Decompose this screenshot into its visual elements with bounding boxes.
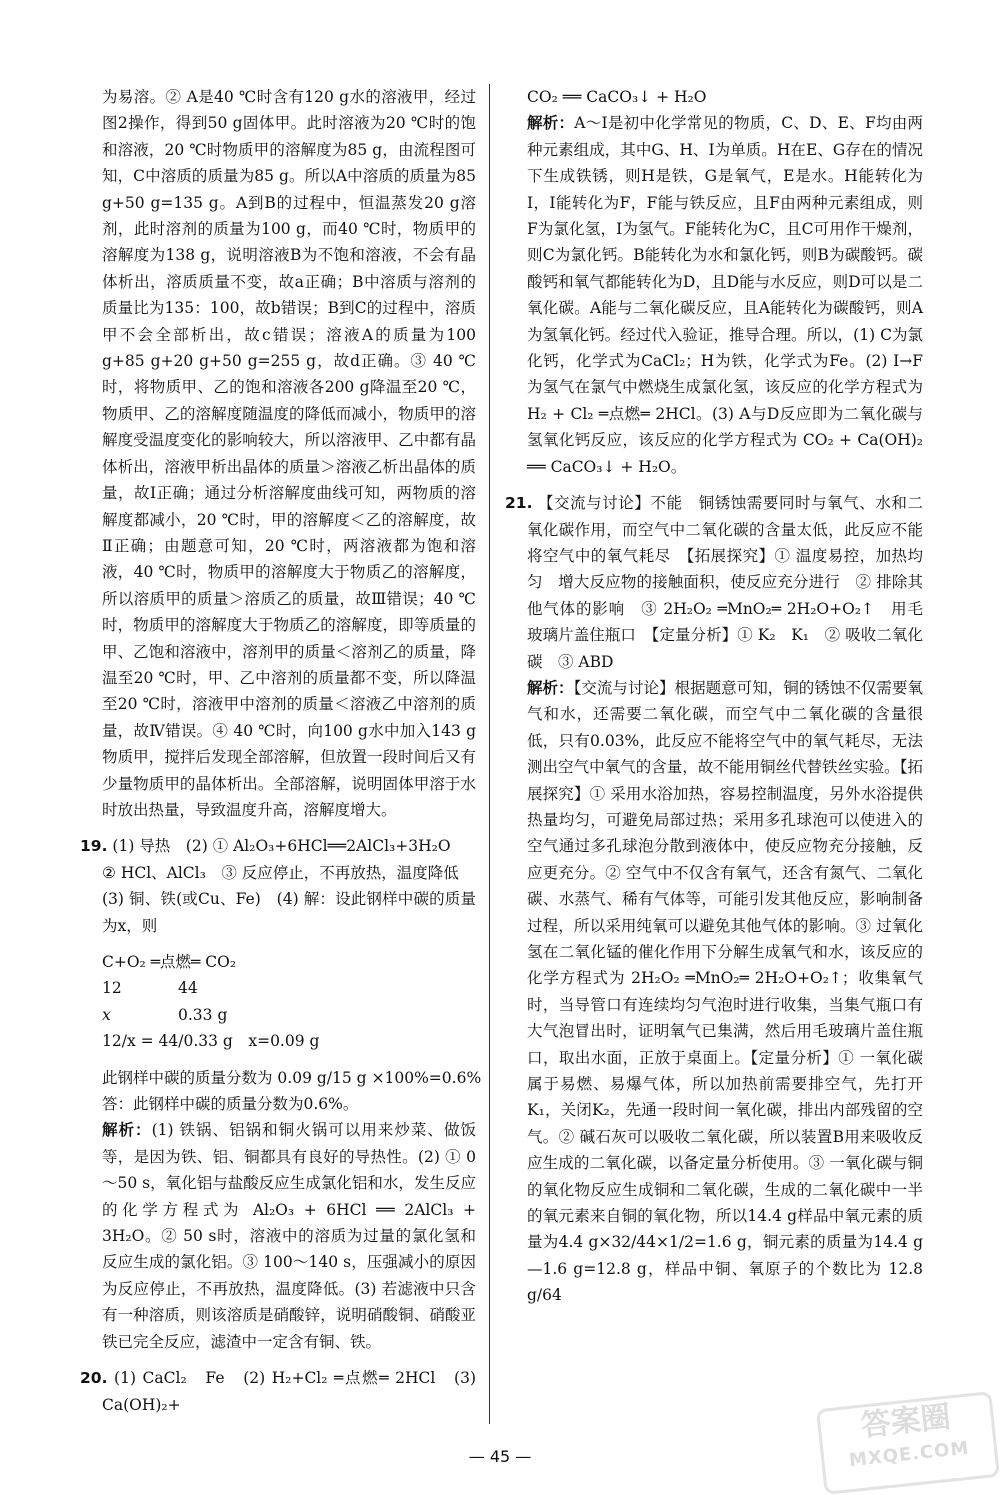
- q21-analysis-label: 解析：: [527, 677, 574, 697]
- column-divider: [489, 84, 490, 1424]
- q19-analysis-text: (1) 铁锅、铝锅和铜火锅可以用来炒菜、做饭等，是因为铁、铝、铜都具有良好的导热性。(2) ① 0～50 s，氧化铝与盐酸反应生成氯化铝和水，发生反应的化学方程式为 Al₂O₃ + 6HCl ══ 2AlCl₃ + 3H₂O。② 50 s时，溶液中的溶质为过量的氯化氢和反应生成的氯化铝。③ 100～140 s，压强减小的原因为反应停止，不再放热，温度降低。(3) 若滤液中只含有一种溶质，则该溶质是硝酸锌，说明硝酸铜、硝酸亚铁已完全反应，滤渣中一定含有铜、铁。: [102, 1121, 476, 1351]
- q19-answer-line-3: (3) 铜、铁(或Cu、Fe) (4) 解：设此钢样中碳的质量为x，则: [102, 890, 476, 935]
- q20-analysis: [505, 110, 923, 480]
- q21-answer: [505, 490, 923, 675]
- q19-analysis: [80, 1117, 476, 1355]
- q19-r1b: 44: [178, 979, 198, 998]
- q20-analysis-label: 解析：: [527, 113, 575, 133]
- q19-ratio-row-2: [80, 1002, 476, 1028]
- q19-proportion: 12/x = 44/0.33 g x=0.09 g: [102, 1032, 320, 1051]
- q21-number: 21.: [505, 494, 533, 513]
- q19-ratio-row-1: [80, 975, 476, 1001]
- page-number: — 45 —: [468, 1447, 532, 1466]
- q20-answer-1: (1) CaCl₂ Fe (2) H₂+Cl₂ ═点燃═ 2HCl (3) Ca(OH)₂+: [102, 1369, 476, 1414]
- q20-analysis-text: A～I是初中化学常见的物质，C、D、E、F均由两种元素组成，其中G、H、I为单质。H在E、G存在的情况下生成铁锈，则H是铁，G是氧气，E是水。H能转化为I，I能转化为F，F能与铁反应，且F由两种元素组成，则F为氯化氢，I为氢气。F能转化为C，且C可用作干燥剂，则C为氯化钙。B能转化为水和氯化钙，则B为碳酸钙。碳酸钙和氧气都能转化为D，且D能与水反应，则D可以是二氧化碳。A能与二氧化碳反应，且A能转化为碳酸钙，则A为氢氧化钙。经过代入验证，推导合理。所以，(1) C为氯化钙，化学式为CaCl₂；H为铁，化学式为Fe。(2) I→F为氢气在氯气中燃烧生成氯化氢，该反应的化学方程式为 H₂ + Cl₂ ═点燃═ 2HCl。(3) A与D反应即为二氧化碳与氢氧化钙反应，该反应的化学方程式为 CO₂ + Ca(OH)₂ ══ CaCO₃↓ + H₂O。: [527, 114, 923, 476]
- q19-analysis-label: 解析：: [102, 1120, 152, 1140]
- watermark-bottom: MXQE.COM: [848, 1437, 971, 1472]
- q20-answer-line-1: [80, 1365, 476, 1418]
- q19-answer-line-1: [80, 833, 476, 859]
- q19-equation: C+O₂ ═点燃═ CO₂: [102, 953, 237, 971]
- q19-answer-line-2: ② HCl、AlCl₃ ③ 反应停止，不再放热，温度降低: [102, 863, 459, 882]
- left-column: [80, 84, 482, 1418]
- q19-r1a: 12: [102, 979, 122, 998]
- q19-final-answer: 答：此钢样中碳的质量分数为0.6%。: [102, 1095, 359, 1114]
- q20-answer-continued: CO₂ ══ CaCO₃↓ + H₂O: [527, 88, 707, 106]
- q21-answer-text: 【交流与讨论】不能 铜锈蚀需要同时与氧气、水和二氧化碳作用，而空气中二氧化碳的含量太低，此反应不能将空气中的氧气耗尽 【拓展探究】① 温度易控，加热均匀 增大反应物的接触面积，使反应充分进行 ② 排除其他气体的影响 ③ 2H₂O₂ ═MnO₂═ 2H₂O+O₂↑ 用毛玻璃片盖住瓶口 【定量分析】① K₂ K₁ ② 吸收二氧化碳 ③ ABD: [527, 494, 923, 671]
- right-column: [505, 84, 923, 1309]
- q19-answer-1: (1) 导热 (2) ① Al₂O₃+6HCl══2AlCl₃+3H₂O: [112, 837, 451, 856]
- watermark-logo: [816, 1391, 1000, 1495]
- q21-analysis-text: 【交流与讨论】根据题意可知，铜的锈蚀不仅需要氧气和水，还需要二氧化碳，而空气中二氧化碳的含量很低，只有0.03%，此反应不能将空气中的氧气耗尽，无法测出空气中氧气的含量，故不能用铜丝代替铁丝实验。【拓展探究】① 采用水浴加热，容易控制温度，另外水浴提供热量均匀，可避免局部过热；采用多孔球泡可以使进入的空气通过多孔球泡分散到液体中，使反应物充分接触，反应更充分。② 空气中不仅含有氧气，还含有氮气、二氧化碳、水蒸气、稀有气体等，可能引发其他反应，影响制备过程，所以采用纯氧可以避免其他气体的影响。③ 过氧化氢在二氧化锰的催化作用下分解生成氧气和水，该反应的化学方程式为 2H₂O₂ ═MnO₂═ 2H₂O+O₂↑；收集氧气时，当导管口有连续均匀气泡时进行收集，当集气瓶口有大气泡冒出时，证明氧气已集满，然后用毛玻璃片盖住瓶口，取出水面，正放于桌面上。【定量分析】① 一氧化碳属于易燃、易爆气体，所以加热前需要排空气，先打开K₁，关闭K₂，先通一段时间一氧化碳，排出内部残留的空气。② 碱石灰可以吸收二氧化碳，所以装置B用来吸收反应生成的二氧化碳，以备定量分析使用。③ 一氧化碳与铜的氧化物反应生成铜和二氧化碳，生成的二氧化碳中一半的氧元素来自铜的氧化物，所以14.4 g样品中氧元素的质量为4.4 g×32/44×1/2=1.6 g，铜元素的质量为14.4 g—1.6 g=12.8 g，样品中铜、氧原子的个数比为 12.8 g/64: [527, 678, 923, 1305]
- q19-r2b: 0.33 g: [178, 1005, 228, 1024]
- q21-analysis: [505, 675, 923, 1309]
- q19-r2a: x: [102, 1005, 111, 1024]
- q20-number: 20.: [80, 1369, 108, 1388]
- watermark-top: 答案圈: [859, 1399, 953, 1444]
- q19-mass-fraction: 此钢样中碳的质量分数为 0.09 g/15 g ×100%=0.6%: [102, 1068, 482, 1087]
- q18-analysis-continued: 为易溶。② A是40 ℃时含有120 g水的溶液甲，经过图2操作，得到50 g固体甲。此时溶液为20 ℃时的饱和溶液，20 ℃时物质甲的溶解度为85 g，由流程图可知，C中溶质的质量为85 g。所以A中溶质的质量为85 g+50 g=135 g。A到B的过程中，恒温蒸发20 g溶剂，此时溶剂的质量为100 g，而40 ℃时，物质甲的溶解度为138 g，说明溶液B为不饱和溶液，不会有晶体析出，溶质质量不变，故a正确；B中溶质与溶剂的质量比为135：100，故b错误；B到C的过程中，溶质甲不会全部析出，故c错误；溶液A的质量为100 g+85 g+20 g+50 g=255 g，故d正确。③ 40 ℃时，将物质甲、乙的饱和溶液各200 g降温至20 ℃，物质甲、乙的溶解度随温度的降低而减小，物质甲的溶解度受温度变化的影响较大，所以溶液甲、乙中都有晶体析出，溶液甲析出晶体的质量＞溶液乙析出晶体的质量，故Ⅰ正确；通过分析溶解度曲线可知，两物质的溶解度都减小，20 ℃时，甲的溶解度＜乙的溶解度，故Ⅱ正确；由题意可知，20 ℃时，两溶液都为饱和溶液，40 ℃时，物质甲的溶解度大于物质乙的溶解度，所以溶质甲的质量＞溶质乙的质量，故Ⅲ错误；40 ℃时，物质甲的溶解度大于物质乙的溶解度，即等质量的甲、乙饱和溶液中，溶剂甲的质量＜溶剂乙的质量，降温至20 ℃时，甲、乙中溶剂的质量都不变，所以降温至20 ℃时，溶液甲中溶剂的质量＜溶液乙中溶剂的质量，故Ⅳ错误。④ 40 ℃时，向100 g水中加入143 g物质甲，搅拌后发现全部溶解，但放置一段时间后又有少量物质甲的晶体析出。全部溶解，说明固体甲溶于水时放出热量，导致温度升高，溶解度增大。: [102, 88, 476, 819]
- q19-number: 19.: [80, 837, 108, 856]
